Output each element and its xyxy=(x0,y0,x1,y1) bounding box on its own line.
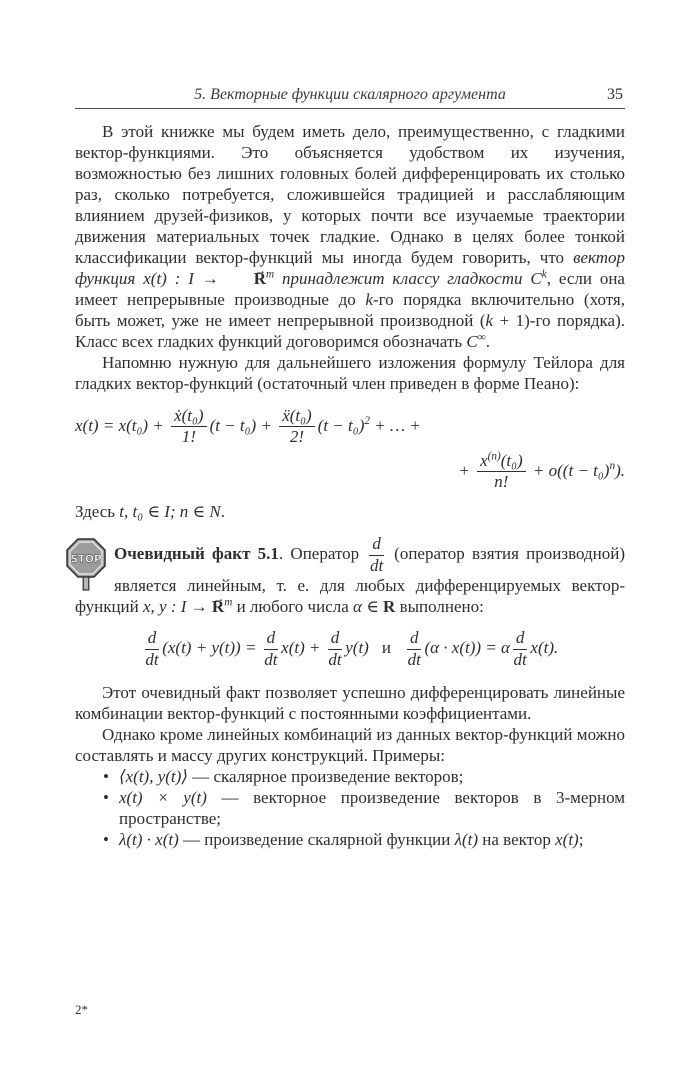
text-segment: -го порядка включительно (хотя, быть может, уже не имеет непрерывной производной ( xyxy=(75,290,625,330)
fraction xyxy=(264,629,279,669)
taylor-formula xyxy=(75,407,625,491)
examples-list xyxy=(75,766,625,850)
formula-text: x(t). xyxy=(530,637,559,657)
stop-sign-label: STOP xyxy=(70,553,102,566)
fraction xyxy=(145,629,160,669)
text-segment: ⟨x(t), y(t)⟩ xyxy=(119,766,188,786)
text-segment: x(t) × y(t) xyxy=(119,787,207,807)
exponent: (n) xyxy=(487,450,501,463)
taylor-note xyxy=(75,501,625,522)
text-segment: (оператор взятия производной) является линейным, т. е. для любых дифференцируемых вектор-функций xyxy=(75,544,626,617)
text-segment: α xyxy=(353,597,362,617)
exponent: 2 xyxy=(364,415,370,428)
formula-text: (t₀) xyxy=(500,450,523,470)
fact-text: . Оператор xyxy=(278,544,360,564)
text-segment: R → xyxy=(212,596,224,617)
text-segment: ; xyxy=(578,829,584,849)
text-segment: m xyxy=(265,268,275,281)
text-segment: принадлежит классу гладкости xyxy=(274,269,531,288)
text-segment: k xyxy=(365,290,373,309)
text-segment: ∈ xyxy=(361,597,384,617)
text-segment: x, y : I → xyxy=(143,597,212,617)
text-segment: Здесь xyxy=(75,502,120,522)
text-segment: . xyxy=(485,332,490,351)
fraction-numerator: d xyxy=(264,629,279,649)
text-segment: m xyxy=(224,596,233,609)
text-segment: x(t) xyxy=(555,829,579,849)
text-segment: — произведение скалярной функции xyxy=(178,829,455,849)
fraction-numerator: d xyxy=(145,629,160,649)
page-content xyxy=(70,84,626,850)
formula-text: x xyxy=(480,450,488,470)
fact-title: Очевидный факт 5.1 xyxy=(114,544,279,564)
list-item-text xyxy=(119,788,625,828)
text-segment: , если она имеет непрерывные производные до xyxy=(75,269,625,309)
text-segment: — векторное произведение векторов в 3-мерном пространстве; xyxy=(119,787,626,828)
paragraph-examples-intro: Однако кроме линейных комбинаций из данных вектор-функций можно составлять и массу других конструкций. Примеры: xyxy=(75,724,625,765)
text-segment: k xyxy=(485,311,494,330)
text-segment: C xyxy=(530,269,542,288)
text-segment: — скалярное произведение векторов; xyxy=(187,766,464,786)
fraction xyxy=(477,452,526,492)
exponent: n xyxy=(609,459,616,472)
list-item xyxy=(103,787,625,829)
text-segment: В этой книжке мы будем иметь дело, преимущественно, с гладкими вектор-функциями. Это объясняется удобством их изучения, возможностью без лишних головных болей дифференцировать их столько раз, сколько потребуется, сложившейся традицией и расслабляющим влиянием друзей-физиков, у которых почти все изучаемые траектории движения материальных точек гладкие. Однако в целях более тонкой классификации вектор-функций мы иногда будем говорить, что xyxy=(75,122,625,267)
text-segment: k xyxy=(541,268,547,281)
linearity-formula xyxy=(75,629,625,669)
fraction-numerator: d xyxy=(513,629,528,649)
formula-text: ). xyxy=(615,460,625,480)
bullet-icon: • xyxy=(103,829,109,849)
stop-sign-icon xyxy=(66,538,106,592)
fraction xyxy=(369,535,384,575)
fraction-numerator: d xyxy=(407,629,422,649)
fraction xyxy=(407,629,422,669)
running-head xyxy=(75,84,625,109)
page-number: 35 xyxy=(607,86,623,103)
fraction-denominator: dt xyxy=(264,649,278,669)
fraction-denominator: 1! xyxy=(181,427,196,447)
fraction-denominator: n! xyxy=(494,472,509,492)
text-segment: R xyxy=(383,597,396,617)
fraction-denominator: dt xyxy=(370,555,384,575)
fraction-denominator: dt xyxy=(407,649,421,669)
list-item-text xyxy=(119,767,463,786)
paragraph-consequence: Этот очевидный факт позволяет успешно дифференцировать линейные комбинации вектор-функций с постоянными коэффициентами. xyxy=(75,682,625,723)
fraction-denominator: dt xyxy=(328,649,342,669)
formula-text: (x(t) + y(t)) = xyxy=(162,637,261,657)
formula-conjunction: и xyxy=(381,637,391,657)
formula-text: y(t) xyxy=(345,637,369,657)
fraction-numerator: d xyxy=(328,629,343,649)
formula-text: + … + xyxy=(369,415,421,435)
fraction xyxy=(171,407,207,447)
text-segment: + 1)-го порядка). Класс всех гладких функций договоримся обозначать xyxy=(75,311,626,351)
formula-text: x(t) + xyxy=(281,637,325,657)
taylor-formula-line2 xyxy=(75,452,625,492)
fraction-denominator: dt xyxy=(145,649,159,669)
fraction-numerator: ẍ(t₀) xyxy=(279,407,315,427)
stop-sign-pole xyxy=(83,577,89,590)
text-segment: t, t₀ ∈ I; n ∈ N xyxy=(119,502,221,522)
fraction-numerator: d xyxy=(369,535,384,555)
fraction-numerator: ẋ(t₀) xyxy=(171,407,207,427)
fact-block xyxy=(70,534,626,617)
text-segment: на вектор xyxy=(478,829,556,849)
signature-mark: 2* xyxy=(75,1002,88,1017)
formula-text: x(t) = x(t₀) + xyxy=(75,415,169,435)
formula-text: + o((t − t₀) xyxy=(528,460,610,480)
bullet-icon: • xyxy=(103,766,109,786)
text-segment: λ(t) xyxy=(454,829,478,849)
text-segment: x(t) : I → xyxy=(143,269,227,288)
fraction-denominator: 2! xyxy=(289,427,305,447)
text-segment: . xyxy=(220,502,225,522)
text-segment: λ(t) · x(t) xyxy=(119,829,179,849)
taylor-formula-line1 xyxy=(75,407,625,447)
formula-text: (α · x(t)) = α xyxy=(424,637,510,657)
text-segment: ∞ xyxy=(477,331,486,344)
fraction xyxy=(513,629,528,669)
fraction xyxy=(279,407,315,447)
formula-text: (t − t₀) xyxy=(317,415,365,435)
text-segment: вектор функция xyxy=(75,248,625,288)
text-segment: R → xyxy=(227,268,266,289)
fraction-numerator xyxy=(477,452,526,472)
text-segment: выполнено: xyxy=(395,597,484,617)
formula-text: + xyxy=(458,460,475,480)
text-segment: и любого числа xyxy=(232,597,354,617)
fact-paragraph xyxy=(75,535,625,617)
list-item-text xyxy=(119,830,583,849)
bullet-icon: • xyxy=(103,787,109,807)
chapter-title: 5. Векторные функции скалярного аргумента xyxy=(194,86,506,103)
fraction xyxy=(328,629,343,669)
fraction-denominator: dt xyxy=(513,649,527,669)
text-segment: C xyxy=(466,332,478,351)
paragraph-taylor-intro: Напомню нужную для дальнейшего изложения формулу Тейлора для гладких вектор-функций (остаточный член приведен в форме Пеано): xyxy=(75,353,625,393)
formula-text: (t − t₀) + xyxy=(209,415,277,435)
list-item xyxy=(103,766,625,787)
list-item xyxy=(103,829,625,850)
paragraph-intro xyxy=(75,121,625,352)
